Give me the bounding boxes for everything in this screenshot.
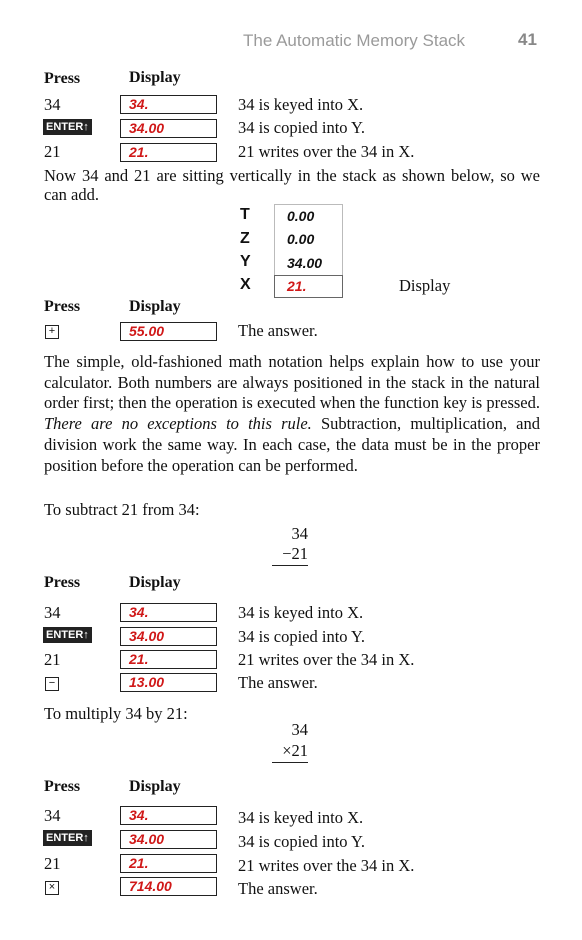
- stack-value-t: 0.00: [287, 208, 315, 224]
- enter-key: ENTER↑: [43, 830, 92, 846]
- page-header-title: The Automatic Memory Stack: [243, 31, 466, 50]
- keystroke-digits: 21: [44, 854, 61, 873]
- display-readout: 34.: [120, 806, 217, 825]
- minus-key: −: [45, 677, 59, 691]
- step-note: 34 is keyed into X.: [238, 95, 364, 114]
- math-rule: [272, 565, 308, 566]
- display-column-heading: Display: [129, 778, 181, 795]
- press-column-heading: Press: [44, 778, 81, 795]
- enter-key: ENTER↑: [43, 627, 92, 643]
- math-operand-top: 34: [291, 524, 308, 543]
- step-note: The answer.: [238, 673, 318, 692]
- plus-key: +: [45, 325, 59, 339]
- press-column-heading: Press: [44, 70, 81, 87]
- stack-label-t: T: [240, 206, 250, 223]
- keystroke-digits: 21: [44, 142, 61, 161]
- stack-value-x: 21.: [287, 278, 307, 294]
- stack-display-label: Display: [399, 276, 451, 295]
- display-readout: 55.00: [120, 322, 217, 341]
- step-note: 21 writes over the 34 in X.: [238, 142, 415, 161]
- stack-label-x: X: [240, 276, 251, 293]
- step-note: 34 is copied into Y.: [238, 118, 365, 137]
- multiply-intro: To multiply 34 by 21:: [44, 704, 188, 723]
- page-number: 41: [518, 30, 537, 49]
- display-column-heading: Display: [129, 298, 181, 315]
- step-note: 34 is keyed into X.: [238, 603, 364, 622]
- step-note: 34 is keyed into X.: [238, 808, 364, 827]
- display-readout: 13.00: [120, 673, 217, 692]
- keystroke-digits: 34: [44, 95, 61, 114]
- explanation-paragraph: [44, 352, 540, 476]
- paragraph-emphasis: There are no exceptions to this rule.: [44, 414, 312, 434]
- press-column-heading: Press: [44, 574, 81, 591]
- math-operand-bottom: −21: [282, 544, 308, 563]
- math-operand-top: 34: [291, 720, 308, 739]
- display-readout: 34.00: [120, 119, 217, 138]
- step-note: The answer.: [238, 879, 318, 898]
- stack-value-y: 34.00: [287, 255, 323, 271]
- paragraph-line: when the function key is pressed.: [319, 393, 540, 413]
- enter-key: ENTER↑: [43, 119, 92, 135]
- step-note: The answer.: [238, 321, 318, 340]
- display-readout: 34.00: [120, 830, 217, 849]
- paragraph-line: stack in the natural order first; then the operation is executed: [44, 372, 540, 413]
- math-rule: [272, 762, 308, 763]
- keystroke-digits: 34: [44, 806, 61, 825]
- stack-label-y: Y: [240, 253, 251, 270]
- stack-intro-text: Now 34 and 21 are sitting vertically in the stack as shown below, so we can add.: [44, 166, 540, 204]
- display-readout: 21.: [120, 650, 217, 669]
- paragraph-line: use your calculator. Both numbers are always positioned in the: [44, 352, 541, 392]
- display-readout: 21.: [120, 854, 217, 873]
- step-note: 21 writes over the 34 in X.: [238, 856, 415, 875]
- step-note: 34 is copied into Y.: [238, 832, 365, 851]
- step-note: 21 writes over the 34 in X.: [238, 650, 415, 669]
- display-readout: 21.: [120, 143, 217, 162]
- subtract-intro: To subtract 21 from 34:: [44, 500, 200, 519]
- stack-label-z: Z: [240, 230, 250, 247]
- keystroke-digits: 34: [44, 603, 61, 622]
- stack-value-z: 0.00: [287, 231, 315, 247]
- display-readout: 714.00: [120, 877, 217, 896]
- paragraph-line: Subtraction, multiplication, and division work the same way. In each case, the data must be in the proper position before the operation can be performed.: [44, 414, 541, 475]
- display-readout: 34.: [120, 603, 217, 622]
- step-note: 34 is copied into Y.: [238, 627, 365, 646]
- press-column-heading: Press: [44, 298, 81, 315]
- display-readout: 34.00: [120, 627, 217, 646]
- display-column-heading: Display: [129, 574, 181, 591]
- math-operand-bottom: ×21: [282, 741, 308, 760]
- paragraph-line: The simple, old-fashioned math notation helps explain how to: [44, 352, 475, 371]
- multiply-key: ×: [45, 881, 59, 895]
- keystroke-digits: 21: [44, 650, 61, 669]
- display-column-heading: Display: [129, 69, 181, 86]
- display-readout: 34.: [120, 95, 217, 114]
